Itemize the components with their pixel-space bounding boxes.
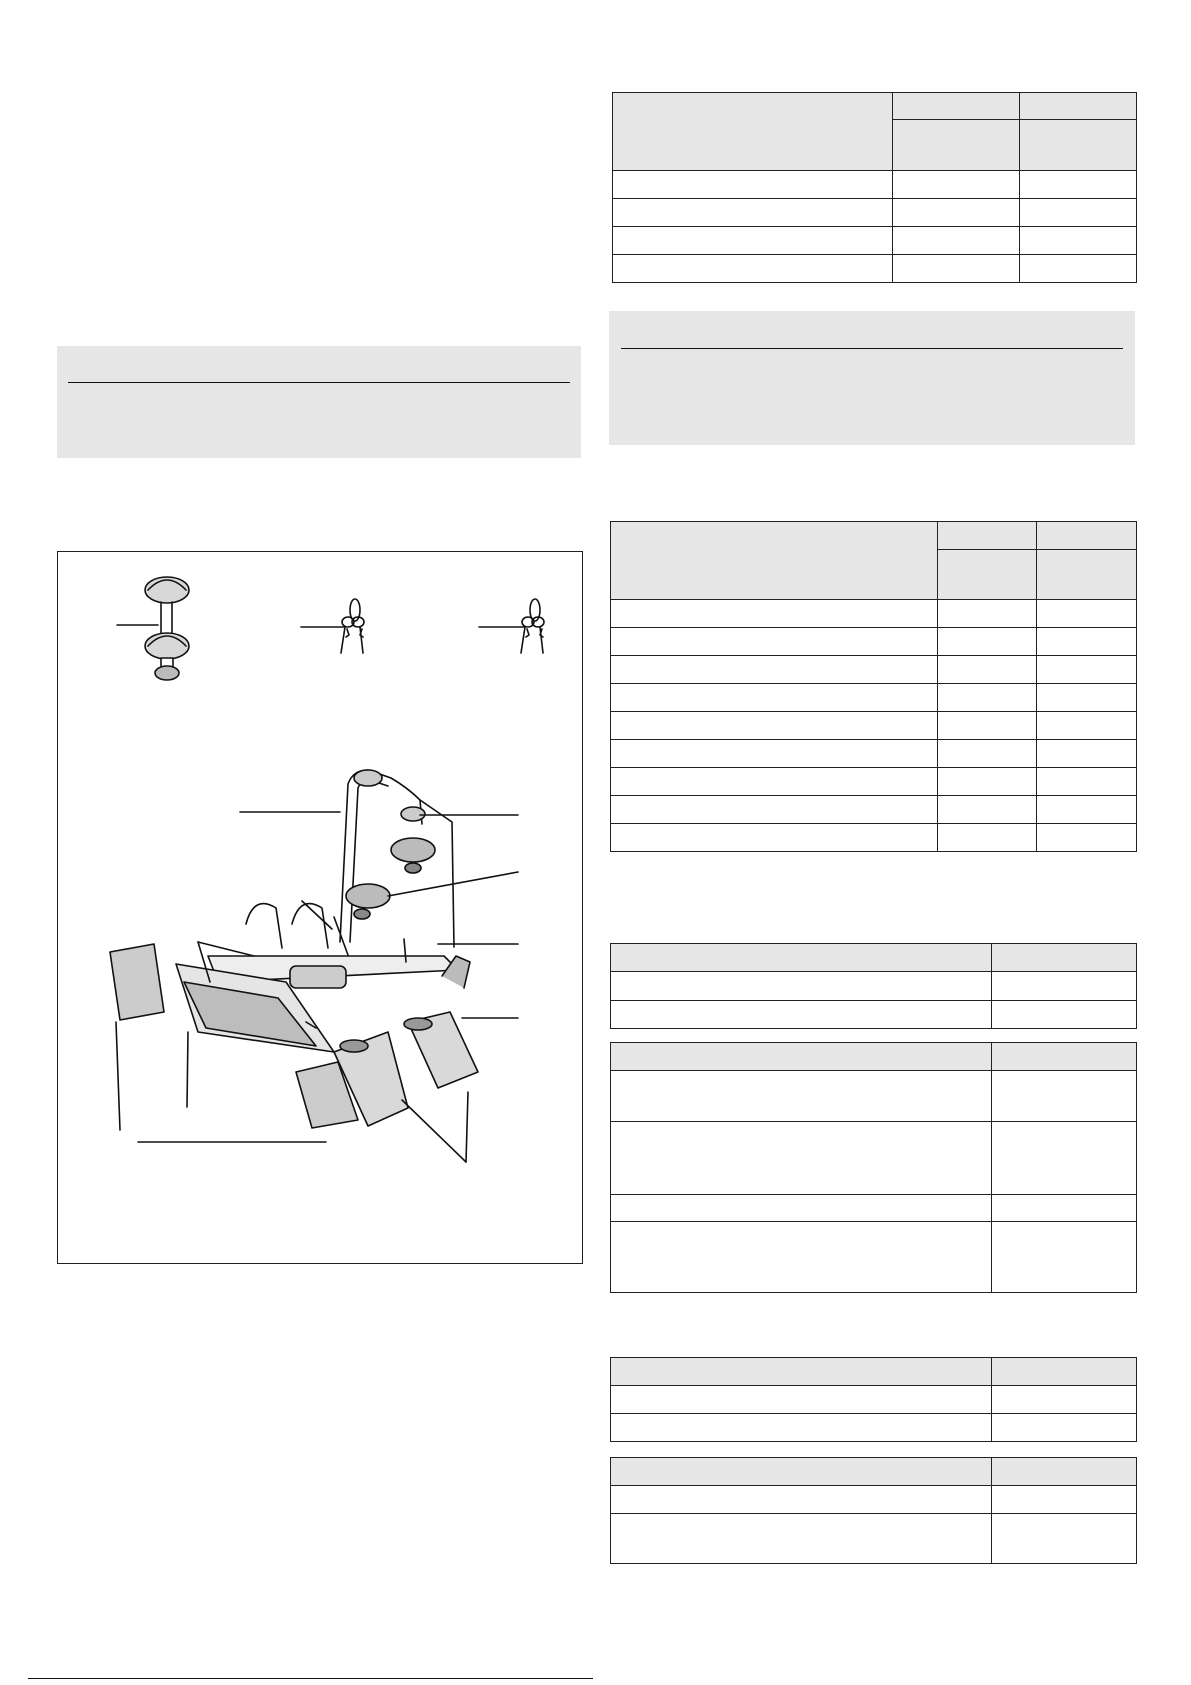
table-cell [938,656,1037,684]
bike-carrier-main [110,770,518,1162]
table-row [613,255,1137,283]
table-1-header-cell [613,93,893,171]
right-note-divider [621,348,1123,349]
table-cell [938,684,1037,712]
table-cell [992,1222,1137,1293]
table-2 [610,521,1137,852]
table-cell [613,171,893,199]
table-4-header-cell [611,1043,992,1071]
table-cell [992,1122,1137,1195]
table-cell [611,712,938,740]
table-cell [893,171,1020,199]
table-cell [1037,628,1137,656]
table-cell [611,628,938,656]
table-cell [1037,684,1137,712]
table-cell [611,972,992,1001]
table-cell [611,1486,992,1514]
table-cell [611,1222,992,1293]
table-row [611,1122,1137,1195]
table-cell [1020,171,1137,199]
table-row [613,227,1137,255]
table-cell [611,1195,992,1222]
table-cell [1020,199,1137,227]
table-cell [938,628,1037,656]
table-6 [610,1457,1137,1564]
table-cell [611,824,938,852]
table-cell [1020,255,1137,283]
bike-rack-illustration [58,552,584,1265]
table-3-header-cell [992,944,1137,972]
table-row [611,656,1137,684]
table-row [613,171,1137,199]
table-5 [610,1357,1137,1442]
table-cell [938,712,1037,740]
table-cell [611,768,938,796]
table-1-subheader-cell [893,120,1020,171]
table-2-header-cell [611,522,938,600]
table-1-subheader-cell [1020,120,1137,171]
table-cell [992,1386,1137,1414]
table-cell [611,1514,992,1564]
table-cell [992,972,1137,1001]
table-cell [613,255,893,283]
table-cell [992,1514,1137,1564]
table-cell [1037,796,1137,824]
table-2-subheader-cell [938,550,1037,600]
table-2-header-cell [1037,522,1137,550]
table-cell [992,1071,1137,1122]
table-row [611,1514,1137,1564]
table-cell [611,1386,992,1414]
table-cell [611,600,938,628]
table-row [611,628,1137,656]
table-row [611,1071,1137,1122]
table-row [611,1386,1137,1414]
table-cell [1037,656,1137,684]
table-6-header-cell [992,1458,1137,1486]
table-2-subheader-cell [1037,550,1137,600]
left-note-box [57,346,581,458]
table-cell [1037,600,1137,628]
table-cell [611,684,938,712]
table-row [611,1486,1137,1514]
table-row [613,199,1137,227]
table-row [611,1195,1137,1222]
table-row [611,1001,1137,1029]
table-cell [611,1122,992,1195]
table-cell [992,1414,1137,1442]
table-cell [611,740,938,768]
rack-figure [57,551,583,1264]
table-cell [938,600,1037,628]
footer-divider [28,1678,593,1679]
table-cell [613,199,893,227]
table-1-header-cell [893,93,1020,120]
table-cell [611,1001,992,1029]
table-cell [938,740,1037,768]
key-part-1 [301,599,364,653]
table-cell [938,824,1037,852]
table-cell [1037,740,1137,768]
table-cell [1037,768,1137,796]
table-row [611,712,1137,740]
table-cell [611,1414,992,1442]
table-6-header-cell [611,1458,992,1486]
table-row [611,1414,1137,1442]
right-note-box [609,311,1135,445]
table-cell [1037,712,1137,740]
table-row [611,684,1137,712]
table-5-header-cell [611,1358,992,1386]
table-row [611,1222,1137,1293]
table-row [611,796,1137,824]
table-cell [611,796,938,824]
table-row [611,824,1137,852]
table-cell [611,1071,992,1122]
table-4 [610,1042,1137,1293]
table-row [611,600,1137,628]
table-cell [893,227,1020,255]
table-5-header-cell [992,1358,1137,1386]
table-cell [611,656,938,684]
table-cell [1020,227,1137,255]
frame-holder-part [117,577,189,680]
table-cell [613,227,893,255]
table-cell [992,1001,1137,1029]
key-part-2 [479,599,544,653]
table-cell [938,796,1037,824]
left-note-divider [68,382,570,383]
table-cell [938,768,1037,796]
table-row [611,768,1137,796]
table-2-header-cell [938,522,1037,550]
table-3-header-cell [611,944,992,972]
table-1-header-cell [1020,93,1137,120]
table-3 [610,943,1137,1029]
table-cell [1037,824,1137,852]
table-4-header-cell [992,1043,1137,1071]
table-cell [992,1195,1137,1222]
table-row [611,740,1137,768]
table-cell [893,199,1020,227]
table-cell [992,1486,1137,1514]
table-cell [893,255,1020,283]
table-1 [612,92,1137,283]
table-row [611,972,1137,1001]
